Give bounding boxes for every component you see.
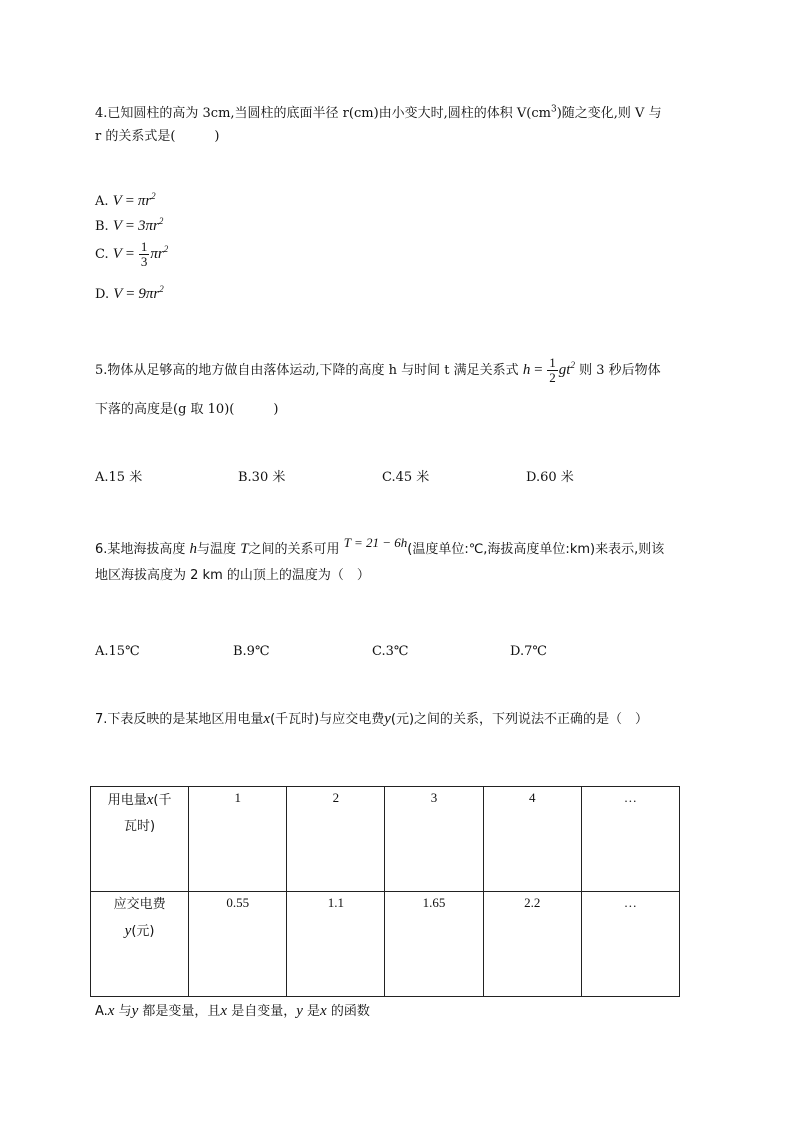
option-formula	[113, 286, 164, 302]
q4-text-line2: r 的关系式是( )	[95, 129, 220, 144]
q4-stem-line2	[95, 125, 220, 144]
q6-stem-line2	[95, 564, 370, 583]
option-label: C.	[95, 246, 109, 262]
q6-option-b[interactable]: B.9℃	[233, 644, 270, 659]
q6-text: 之间的关系可用	[248, 542, 340, 557]
header-text: 用电量	[107, 793, 147, 808]
fraction-denominator: 3	[140, 254, 148, 269]
q4-text: 4.已知圆柱的高为 3cm,当圆柱的底面半径 r(cm)由小变大时,圆柱的体积 V(cm	[95, 106, 551, 121]
q6-text: (温度单位:℃,海拔高度单位:km)来表示,则该	[407, 542, 665, 557]
q7-var-x: x	[263, 711, 271, 727]
q5-text: 5.物体从足够高的地方做自由落体运动,下降的高度 h 与时间 t 满足关系式	[95, 362, 519, 378]
table-cell: 2.2	[483, 892, 581, 997]
header-var: y	[124, 923, 132, 939]
q7-option-a[interactable]	[95, 1000, 370, 1020]
formula-lhs: h	[522, 361, 531, 378]
header-text: 应交电费	[113, 897, 166, 912]
q5-formula	[522, 355, 575, 385]
table-row	[91, 787, 680, 892]
var-x: x	[107, 1003, 115, 1019]
row-header-fee	[91, 892, 189, 997]
table-cell: …	[581, 787, 679, 892]
option-text: 是	[302, 1004, 321, 1019]
q6-option-c[interactable]: C.3℃	[372, 644, 409, 659]
header-text: (元)	[131, 924, 155, 939]
table-row	[91, 892, 680, 997]
var-x: x	[220, 1003, 228, 1019]
formula-eq: =	[122, 218, 138, 234]
formula-exp: 2	[151, 191, 156, 201]
q6-text-line2: 地区海拔高度为 2 km 的山顶上的温度为（ ）	[95, 568, 370, 583]
table-cell: 4	[483, 787, 581, 892]
formula-rhs: 3πr	[137, 218, 159, 234]
formula-rhs: πr	[137, 193, 152, 209]
fraction-numerator: 1	[549, 355, 556, 370]
option-label: A.	[95, 1004, 108, 1019]
formula-exp: 2	[163, 243, 169, 254]
option-label: D.	[95, 287, 110, 302]
q4-text-end: )随之变化,则 V 与	[556, 106, 662, 121]
q6-stem-line1	[95, 535, 665, 558]
formula-eq: =	[121, 193, 138, 209]
q6-text: 6.某地海拔高度	[95, 542, 186, 557]
header-text: 瓦时)	[124, 819, 156, 834]
table-cell: 1.65	[385, 892, 483, 997]
table-cell: 1	[189, 787, 287, 892]
row-header-usage	[91, 787, 189, 892]
table-cell: …	[581, 892, 679, 997]
formula-exp: 2	[570, 359, 575, 370]
q4-option-b[interactable]	[95, 218, 163, 235]
q7-text: 7.下表反映的是某地区用电量	[95, 712, 264, 727]
q4-option-d[interactable]	[95, 286, 164, 303]
var-x: x	[320, 1003, 327, 1019]
q5-option-c[interactable]: C.45 米	[382, 470, 430, 485]
option-text: 是自变量，	[227, 1004, 297, 1019]
q5-option-b[interactable]: B.30 米	[238, 470, 286, 485]
q7-data-table	[90, 786, 680, 997]
table-cell: 2	[287, 787, 385, 892]
q6-option-a[interactable]: A.15℃	[95, 644, 140, 659]
q4-sup: 3	[550, 104, 557, 115]
option-formula	[113, 218, 164, 234]
q5-stem-line1	[95, 356, 661, 385]
header-var: x	[146, 792, 154, 808]
fraction-numerator: 1	[140, 239, 148, 254]
q6-option-d[interactable]: D.7℃	[510, 644, 547, 659]
formula-rhs: gt	[558, 361, 571, 378]
formula-exp: 2	[159, 284, 164, 294]
q4-option-c[interactable]	[95, 240, 168, 269]
formula-eq: =	[530, 361, 547, 378]
option-label: A.	[95, 194, 109, 209]
table-cell: 3	[385, 787, 483, 892]
q7-var-y: y	[384, 711, 391, 727]
fraction	[139, 240, 150, 269]
formula-lhs: V	[112, 218, 122, 234]
q5-option-a[interactable]: A.15 米	[95, 470, 143, 485]
option-formula	[113, 193, 156, 209]
formula-eq: =	[121, 245, 138, 262]
q5-stem-line2	[95, 398, 278, 417]
formula-eq: =	[122, 286, 139, 302]
formula-lhs: V	[112, 245, 122, 262]
q6-var-t: T	[240, 541, 249, 557]
option-text: 都是变量，且	[138, 1004, 221, 1019]
q6-var-h: h	[189, 541, 198, 557]
q4-option-a[interactable]	[95, 193, 156, 210]
fraction	[547, 356, 558, 385]
formula-rhs: 9πr	[138, 286, 160, 302]
formula-lhs: V	[113, 286, 123, 302]
q5-text-line2: 下落的高度是(g 取 10)( )	[95, 402, 279, 417]
q7-text: (千瓦时)与应交电费	[270, 712, 385, 727]
option-text: 的函数	[326, 1004, 370, 1019]
table-cell: 1.1	[287, 892, 385, 997]
q5-text-end: 则 3 秒后物体	[579, 362, 661, 378]
var-y: y	[296, 1003, 303, 1019]
formula-rhs: πr	[150, 245, 164, 262]
option-formula	[112, 239, 169, 269]
var-y: y	[131, 1003, 139, 1019]
q5-option-d[interactable]: D.60 米	[526, 470, 574, 485]
q7-text: (元)之间的关系，下列说法不正确的是（ ）	[390, 712, 649, 727]
header-text: (千	[153, 793, 172, 808]
fraction-denominator: 2	[549, 370, 556, 385]
table-cell: 0.55	[189, 892, 287, 997]
q6-text: 与温度	[197, 542, 237, 557]
q4-stem-line1	[95, 102, 662, 121]
option-label: B.	[95, 219, 109, 234]
formula-lhs: V	[112, 193, 122, 209]
q7-stem	[95, 708, 648, 728]
q6-formula: T = 21 − 6h	[343, 535, 408, 550]
formula-exp: 2	[158, 216, 164, 226]
option-text: 与	[114, 1004, 132, 1019]
